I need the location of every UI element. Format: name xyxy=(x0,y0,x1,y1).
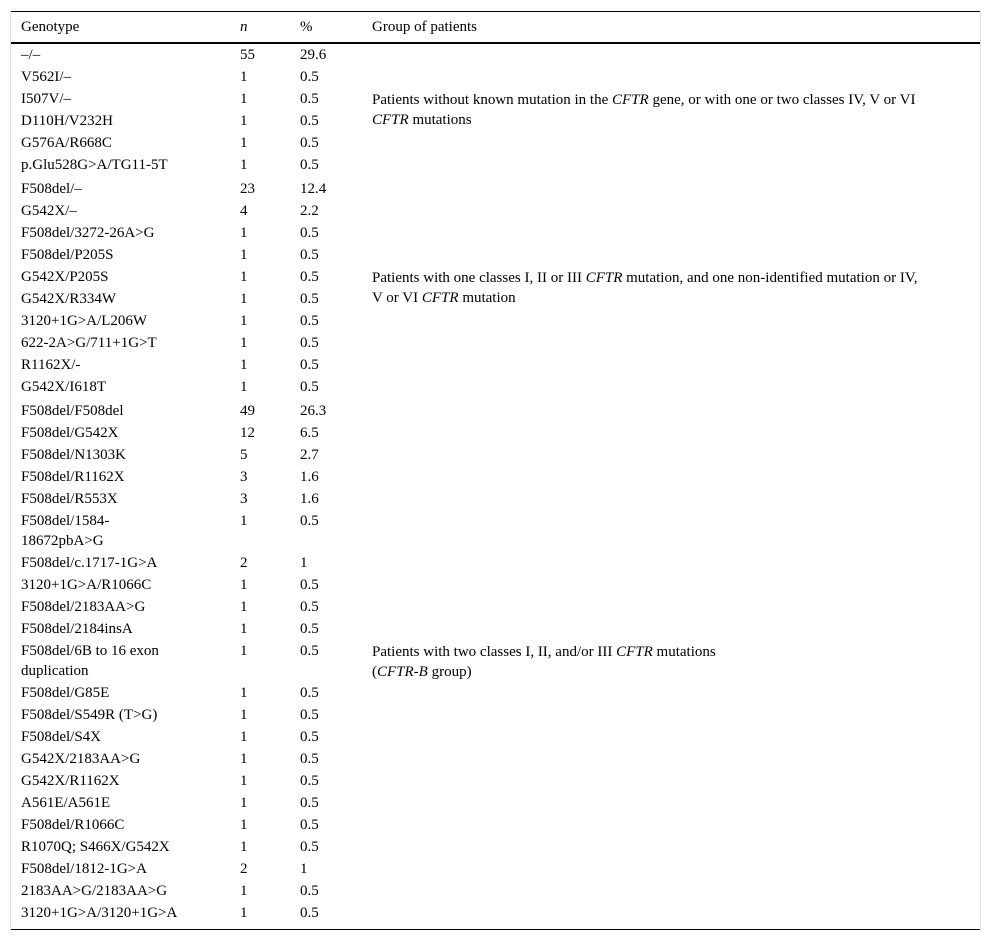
count-cell: 1 xyxy=(240,91,248,107)
genotype-text: 2183AA>G/2183AA>G xyxy=(21,883,168,899)
count-cell: 1 xyxy=(240,113,248,129)
genotype-text: 3120+1G>A/R1066C xyxy=(21,577,152,593)
group-3-text-a: Patients with two classes I, II, and/or III xyxy=(372,644,617,660)
group-3-group-label: CFTR-B xyxy=(377,664,428,680)
count-cell: 1 xyxy=(240,335,248,351)
percent-cell: 0.5 xyxy=(300,621,319,637)
genotype-text: I507V/– xyxy=(21,91,71,107)
percent-cell: 0.5 xyxy=(300,707,319,723)
count-cell: 1 xyxy=(240,905,248,921)
genotype-text: p.Glu528G>A/TG11-5T xyxy=(21,157,168,173)
group-2-gene-a: CFTR xyxy=(585,270,623,286)
genotype-cell xyxy=(21,881,167,901)
count-cell: 1 xyxy=(240,379,248,395)
genotype-text: R1162X/- xyxy=(21,357,81,373)
percent-cell: 26.3 xyxy=(300,403,327,419)
count-cell: 1 xyxy=(240,643,248,659)
genotype-text: F508del/6B to 16 exon xyxy=(21,643,159,659)
count-cell: 1 xyxy=(240,157,248,173)
percent-cell: 0.5 xyxy=(300,357,319,373)
genotype-cell xyxy=(21,289,116,309)
header-percent: % xyxy=(300,19,313,35)
genotype-cell xyxy=(21,511,109,551)
count-cell: 1 xyxy=(240,751,248,767)
count-cell: 1 xyxy=(240,357,248,373)
group-1-text-a: Patients without known mutation in the xyxy=(372,92,612,108)
genotype-cell xyxy=(21,401,124,421)
percent-cell: 0.5 xyxy=(300,91,319,107)
genotype-cell xyxy=(21,445,126,465)
count-cell: 1 xyxy=(240,513,248,529)
count-cell: 1 xyxy=(240,247,248,263)
percent-cell: 1 xyxy=(300,861,308,877)
genotype-cell xyxy=(21,727,101,747)
genotype-cell xyxy=(21,355,80,375)
group-note-1 xyxy=(372,90,972,130)
genotype-cell xyxy=(21,179,82,199)
header-group: Group of patients xyxy=(372,19,477,35)
count-cell: 1 xyxy=(240,773,248,789)
genotype-cell xyxy=(21,111,113,131)
count-cell: 1 xyxy=(240,291,248,307)
genotype-text: G542X/– xyxy=(21,203,77,219)
count-cell: 1 xyxy=(240,883,248,899)
genotype-cell xyxy=(21,89,71,109)
group-1-text-c: mutations xyxy=(408,112,472,128)
group-2-text-b: mutation, and one non-identified mutation or IV, xyxy=(622,270,918,286)
genotype-text: G542X/P205S xyxy=(21,269,109,285)
genotype-text: V562I/– xyxy=(21,69,71,85)
genotype-cell xyxy=(21,683,109,703)
genotype-cell xyxy=(21,793,110,813)
genotype-text: R1070Q; S466X/G542X xyxy=(21,839,170,855)
count-cell: 1 xyxy=(240,225,248,241)
count-cell: 1 xyxy=(240,599,248,615)
percent-cell: 2.7 xyxy=(300,447,319,463)
percent-cell: 0.5 xyxy=(300,883,319,899)
genotype-cell xyxy=(21,133,112,153)
count-cell: 1 xyxy=(240,69,248,85)
group-3-text-c: ( xyxy=(372,664,377,680)
genotype-cell xyxy=(21,67,71,87)
group-3-text-b: mutations xyxy=(652,644,716,660)
genotype-text: F508del/S4X xyxy=(21,729,102,745)
percent-cell: 1.6 xyxy=(300,469,319,485)
group-2-gene-b: CFTR xyxy=(421,290,459,306)
genotype-cell xyxy=(21,705,157,725)
genotype-cell xyxy=(21,859,147,879)
percent-cell: 0.5 xyxy=(300,335,319,351)
count-cell: 1 xyxy=(240,685,248,701)
group-note-2 xyxy=(372,268,972,308)
percent-cell: 29.6 xyxy=(300,47,327,63)
genotype-cell xyxy=(21,837,170,857)
genotype-text-continued: 18672pbA>G xyxy=(21,533,104,549)
genotype-cell xyxy=(21,333,157,353)
genotype-text: F508del/R1066C xyxy=(21,817,125,833)
percent-cell: 0.5 xyxy=(300,577,319,593)
header-genotype: Genotype xyxy=(21,19,80,35)
genotype-text: F508del/3272-26A>G xyxy=(21,225,155,241)
genotype-text: F508del/G542X xyxy=(21,425,119,441)
genotype-cell xyxy=(21,489,118,509)
percent-cell: 0.5 xyxy=(300,773,319,789)
genotype-text: F508del/R1162X xyxy=(21,469,125,485)
count-cell: 4 xyxy=(240,203,248,219)
genotype-text: G542X/I618T xyxy=(21,379,106,395)
genotype-cell xyxy=(21,903,177,923)
count-cell: 2 xyxy=(240,555,248,571)
genotype-text: G542X/R1162X xyxy=(21,773,120,789)
genotype-text: F508del/G85E xyxy=(21,685,110,701)
genotype-cell xyxy=(21,749,140,769)
header-n: n xyxy=(240,19,248,35)
count-cell: 12 xyxy=(240,425,255,441)
percent-cell: 0.5 xyxy=(300,905,319,921)
percent-cell: 0.5 xyxy=(300,817,319,833)
group-1-text-b: gene, or with one or two classes IV, V or VI xyxy=(648,92,916,108)
genotype-text: F508del/S549R (T>G) xyxy=(21,707,158,723)
percent-cell: 0.5 xyxy=(300,225,319,241)
percent-cell: 0.5 xyxy=(300,157,319,173)
genotype-cell xyxy=(21,45,40,65)
genotype-text: F508del/R553X xyxy=(21,491,118,507)
count-cell: 49 xyxy=(240,403,255,419)
percent-cell: 0.5 xyxy=(300,751,319,767)
genotype-cell xyxy=(21,377,106,397)
table-header-rule xyxy=(10,42,981,44)
percent-cell: 0.5 xyxy=(300,513,319,529)
genotype-text: D110H/V232H xyxy=(21,113,113,129)
group-note-3 xyxy=(372,642,972,682)
count-cell: 1 xyxy=(240,135,248,151)
percent-cell: 0.5 xyxy=(300,313,319,329)
percent-cell: 6.5 xyxy=(300,425,319,441)
genotype-text: A561E/A561E xyxy=(21,795,111,811)
count-cell: 3 xyxy=(240,469,248,485)
group-3-gene-a: CFTR xyxy=(616,644,653,660)
percent-cell: 0.5 xyxy=(300,247,319,263)
genotype-text: F508del/1812-1G>A xyxy=(21,861,147,877)
genotype-cell xyxy=(21,467,125,487)
count-cell: 1 xyxy=(240,839,248,855)
percent-cell: 0.5 xyxy=(300,795,319,811)
count-cell: 1 xyxy=(240,577,248,593)
genotype-cell xyxy=(21,641,159,681)
genotype-cell xyxy=(21,771,120,791)
percent-cell: 0.5 xyxy=(300,729,319,745)
genotype-cell xyxy=(21,619,133,639)
genotype-text: 3120+1G>A/3120+1G>A xyxy=(21,905,178,921)
genotype-text: F508del/P205S xyxy=(21,247,114,263)
percent-cell: 0.5 xyxy=(300,269,319,285)
genotype-text: G576A/R668C xyxy=(21,135,112,151)
table-top-rule xyxy=(10,11,981,12)
count-cell: 5 xyxy=(240,447,248,463)
genotype-cell xyxy=(21,245,114,265)
count-cell: 3 xyxy=(240,491,248,507)
count-cell: 55 xyxy=(240,47,255,63)
genotype-cell xyxy=(21,597,145,617)
genotype-cell xyxy=(21,553,157,573)
percent-cell: 0.5 xyxy=(300,379,319,395)
percent-cell: 12.4 xyxy=(300,181,327,197)
percent-cell: 0.5 xyxy=(300,291,319,307)
count-cell: 1 xyxy=(240,313,248,329)
genotype-text: G542X/2183AA>G xyxy=(21,751,141,767)
table-bottom-rule xyxy=(10,929,981,930)
percent-cell: 0.5 xyxy=(300,113,319,129)
group-2-text-a: Patients with one classes I, II or III xyxy=(372,270,586,286)
genotype-cell xyxy=(21,155,168,175)
genotype-text: F508del/2183AA>G xyxy=(21,599,146,615)
genotype-cell xyxy=(21,423,119,443)
genotype-text: F508del/2184insA xyxy=(21,621,133,637)
genotype-text: F508del/1584- xyxy=(21,513,110,529)
percent-cell: 1 xyxy=(300,555,308,571)
percent-cell: 0.5 xyxy=(300,69,319,85)
genotype-text: 622-2A>G/711+1G>T xyxy=(21,335,157,351)
group-1-gene-a: CFTR xyxy=(612,92,649,108)
table-right-edge xyxy=(980,11,981,930)
genotype-cell xyxy=(21,815,124,835)
count-cell: 1 xyxy=(240,729,248,745)
genotype-cell xyxy=(21,267,109,287)
count-cell: 2 xyxy=(240,861,248,877)
genotype-text: F508del/N1303K xyxy=(21,447,126,463)
percent-cell: 0.5 xyxy=(300,643,319,659)
percent-cell: 0.5 xyxy=(300,839,319,855)
genotype-text: G542X/R334W xyxy=(21,291,116,307)
genotype-cell xyxy=(21,311,147,331)
count-cell: 1 xyxy=(240,707,248,723)
group-3-text-d: group) xyxy=(427,664,472,680)
genotype-text: F508del/c.1717-1G>A xyxy=(21,555,158,571)
genotype-cell xyxy=(21,223,154,243)
percent-cell: 0.5 xyxy=(300,599,319,615)
group-1-gene-b: CFTR xyxy=(372,112,409,128)
count-cell: 1 xyxy=(240,795,248,811)
genotype-text: 3120+1G>A/L206W xyxy=(21,313,148,329)
group-2-text-c: V or VI xyxy=(372,290,422,306)
genotype-text: F508del/F508del xyxy=(21,403,124,419)
genotype-cell xyxy=(21,201,77,221)
count-cell: 1 xyxy=(240,817,248,833)
percent-cell: 0.5 xyxy=(300,135,319,151)
count-cell: 1 xyxy=(240,269,248,285)
genotype-text: F508del/– xyxy=(21,181,82,197)
table-left-edge xyxy=(10,11,11,930)
group-2-text-d: mutation xyxy=(458,290,516,306)
count-cell: 1 xyxy=(240,621,248,637)
genotype-text-continued: duplication xyxy=(21,663,89,679)
percent-cell: 2.2 xyxy=(300,203,319,219)
percent-cell: 1.6 xyxy=(300,491,319,507)
count-cell: 23 xyxy=(240,181,255,197)
genotype-text: –/– xyxy=(21,47,41,63)
percent-cell: 0.5 xyxy=(300,685,319,701)
genotype-cell xyxy=(21,575,151,595)
